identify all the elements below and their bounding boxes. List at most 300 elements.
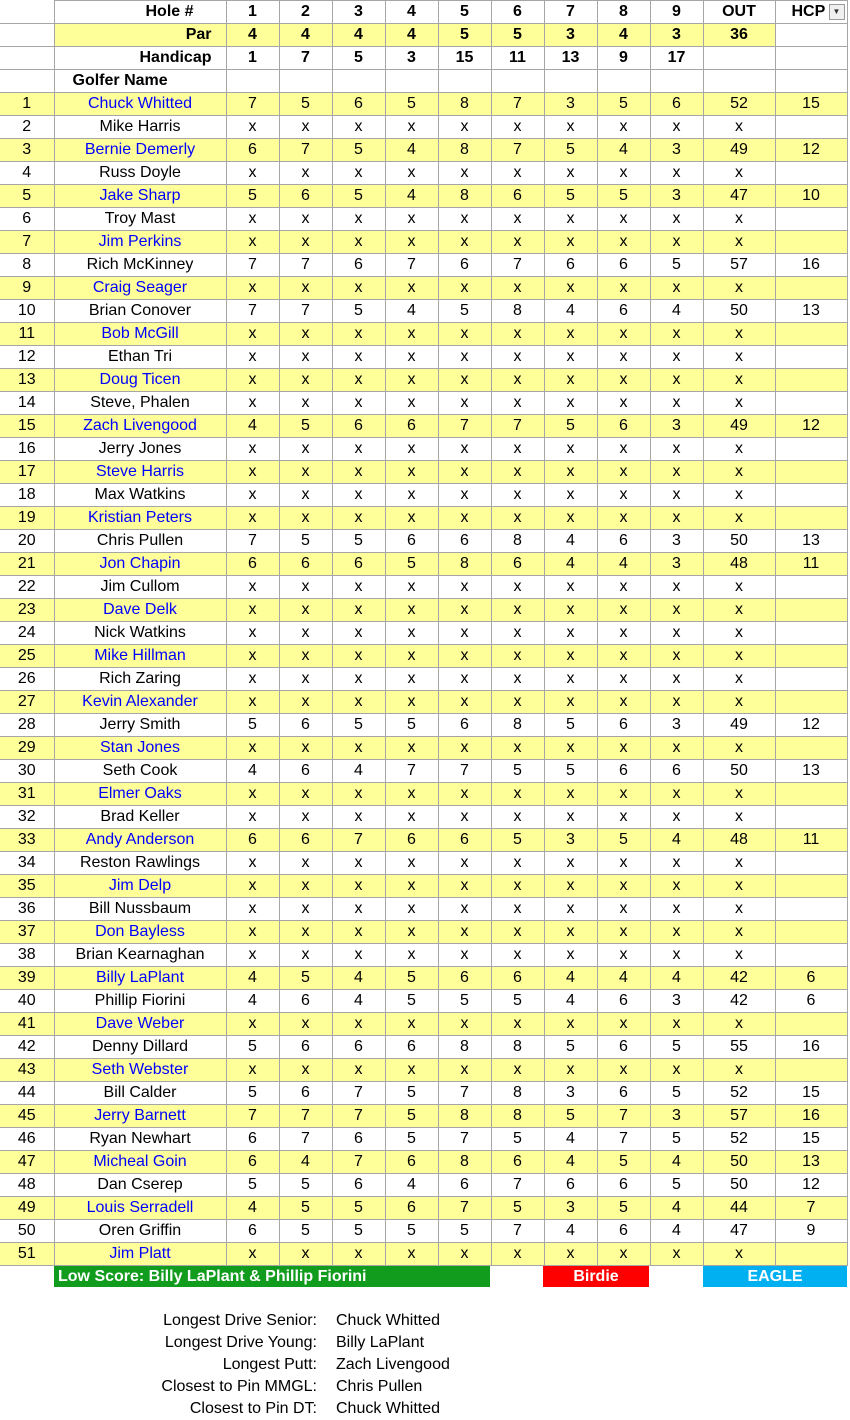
- hole-score[interactable]: x: [385, 507, 438, 530]
- hole-score[interactable]: 6: [597, 415, 650, 438]
- out-total[interactable]: 44: [703, 1197, 775, 1220]
- hole-score[interactable]: 5: [597, 185, 650, 208]
- hole-score[interactable]: 4: [385, 139, 438, 162]
- row-number[interactable]: 7: [0, 231, 54, 254]
- hole-score[interactable]: 6: [332, 415, 385, 438]
- hole-score[interactable]: x: [332, 668, 385, 691]
- hole-score[interactable]: x: [279, 576, 332, 599]
- hole-score[interactable]: 6: [438, 967, 491, 990]
- hole-score[interactable]: x: [226, 1013, 279, 1036]
- golfer-name[interactable]: Troy Mast: [54, 208, 226, 231]
- hole-score[interactable]: x: [544, 1013, 597, 1036]
- hole-score[interactable]: x: [597, 668, 650, 691]
- hole-score[interactable]: x: [385, 668, 438, 691]
- hole-score[interactable]: 6: [332, 93, 385, 116]
- hole-score[interactable]: x: [650, 622, 703, 645]
- hole-score[interactable]: x: [597, 1013, 650, 1036]
- hole-score[interactable]: x: [226, 737, 279, 760]
- hole-score[interactable]: x: [597, 852, 650, 875]
- golfer-name[interactable]: Brian Kearnaghan: [54, 944, 226, 967]
- out-total[interactable]: x: [703, 346, 775, 369]
- hole-score[interactable]: x: [226, 852, 279, 875]
- out-total[interactable]: x: [703, 277, 775, 300]
- out-total[interactable]: 47: [703, 185, 775, 208]
- golfer-name[interactable]: Bernie Demerly: [54, 139, 226, 162]
- hole-score[interactable]: x: [332, 599, 385, 622]
- hole-score[interactable]: x: [544, 438, 597, 461]
- golfer-name[interactable]: Steve, Phalen: [54, 392, 226, 415]
- row-number[interactable]: 20: [0, 530, 54, 553]
- hole-score[interactable]: x: [226, 162, 279, 185]
- hole-score[interactable]: x: [597, 231, 650, 254]
- player-handicap[interactable]: [775, 162, 847, 185]
- out-total[interactable]: x: [703, 392, 775, 415]
- golfer-name[interactable]: Russ Doyle: [54, 162, 226, 185]
- out-total[interactable]: 42: [703, 967, 775, 990]
- hole-score[interactable]: 7: [438, 1128, 491, 1151]
- hole-score[interactable]: x: [332, 1059, 385, 1082]
- hole-score[interactable]: x: [279, 898, 332, 921]
- out-total[interactable]: 50: [703, 760, 775, 783]
- hole-score[interactable]: x: [332, 645, 385, 668]
- row-number[interactable]: 1: [0, 93, 54, 116]
- hole-score[interactable]: 4: [544, 1151, 597, 1174]
- hole-score[interactable]: x: [332, 875, 385, 898]
- hole-score[interactable]: 3: [650, 185, 703, 208]
- hole-score[interactable]: x: [438, 392, 491, 415]
- player-handicap[interactable]: [775, 1013, 847, 1036]
- player-handicap[interactable]: 6: [775, 967, 847, 990]
- out-total[interactable]: x: [703, 944, 775, 967]
- player-handicap[interactable]: 12: [775, 415, 847, 438]
- hole-score[interactable]: x: [597, 645, 650, 668]
- hole-score[interactable]: 6: [597, 1036, 650, 1059]
- out-total[interactable]: 55: [703, 1036, 775, 1059]
- hole-score[interactable]: x: [491, 484, 544, 507]
- hole-score[interactable]: 8: [438, 185, 491, 208]
- hole-score[interactable]: x: [438, 921, 491, 944]
- hole-score[interactable]: 6: [650, 93, 703, 116]
- hole-score[interactable]: x: [491, 737, 544, 760]
- hole-score[interactable]: 8: [438, 139, 491, 162]
- hole-score[interactable]: x: [491, 944, 544, 967]
- hole-score[interactable]: x: [279, 438, 332, 461]
- hole-score[interactable]: 3: [650, 530, 703, 553]
- hole-score[interactable]: 8: [491, 1105, 544, 1128]
- hole-score[interactable]: x: [544, 944, 597, 967]
- hole-score[interactable]: x: [385, 231, 438, 254]
- hole-score[interactable]: 5: [279, 1220, 332, 1243]
- hole-score[interactable]: 6: [438, 254, 491, 277]
- hole-score[interactable]: x: [226, 645, 279, 668]
- out-total[interactable]: x: [703, 737, 775, 760]
- out-total[interactable]: x: [703, 898, 775, 921]
- hole-score[interactable]: x: [597, 507, 650, 530]
- hole-score[interactable]: x: [491, 806, 544, 829]
- hole-score[interactable]: 4: [385, 185, 438, 208]
- out-total[interactable]: 42: [703, 990, 775, 1013]
- hole-score[interactable]: 5: [385, 1128, 438, 1151]
- hole-score[interactable]: x: [544, 898, 597, 921]
- hole-score[interactable]: 5: [332, 1197, 385, 1220]
- row-number[interactable]: 33: [0, 829, 54, 852]
- golfer-name[interactable]: Stan Jones: [54, 737, 226, 760]
- hole-score[interactable]: x: [650, 1243, 703, 1266]
- hole-score[interactable]: 3: [544, 829, 597, 852]
- hole-score[interactable]: x: [385, 737, 438, 760]
- hole-score[interactable]: x: [385, 369, 438, 392]
- hole-score[interactable]: 4: [650, 1197, 703, 1220]
- hole-score[interactable]: 4: [544, 300, 597, 323]
- out-total[interactable]: 57: [703, 254, 775, 277]
- hole-score[interactable]: x: [438, 783, 491, 806]
- golfer-name[interactable]: Jim Cullom: [54, 576, 226, 599]
- row-number[interactable]: 28: [0, 714, 54, 737]
- hole-score[interactable]: 5: [491, 990, 544, 1013]
- hole-score[interactable]: 4: [332, 760, 385, 783]
- hole-score[interactable]: 8: [491, 714, 544, 737]
- hole-score[interactable]: 8: [491, 1036, 544, 1059]
- hole-score[interactable]: x: [650, 277, 703, 300]
- row-number[interactable]: 46: [0, 1128, 54, 1151]
- row-number[interactable]: 15: [0, 415, 54, 438]
- hole-score[interactable]: 7: [226, 93, 279, 116]
- hole-score[interactable]: 6: [226, 1151, 279, 1174]
- hole-score[interactable]: x: [279, 622, 332, 645]
- out-total[interactable]: x: [703, 806, 775, 829]
- hole-score[interactable]: x: [544, 806, 597, 829]
- hole-score[interactable]: 6: [650, 760, 703, 783]
- out-total[interactable]: x: [703, 1013, 775, 1036]
- hole-score[interactable]: x: [438, 691, 491, 714]
- golfer-name[interactable]: Reston Rawlings: [54, 852, 226, 875]
- hole-score[interactable]: x: [597, 737, 650, 760]
- hole-score[interactable]: x: [279, 691, 332, 714]
- hole-score[interactable]: x: [491, 461, 544, 484]
- hole-score[interactable]: x: [491, 277, 544, 300]
- hole-score[interactable]: x: [226, 875, 279, 898]
- golfer-name[interactable]: Kevin Alexander: [54, 691, 226, 714]
- hole-score[interactable]: x: [491, 645, 544, 668]
- hole-score[interactable]: x: [544, 231, 597, 254]
- hole-score[interactable]: x: [332, 461, 385, 484]
- hole-score[interactable]: 7: [491, 1174, 544, 1197]
- hole-score[interactable]: 7: [491, 93, 544, 116]
- player-handicap[interactable]: [775, 806, 847, 829]
- player-handicap[interactable]: [775, 277, 847, 300]
- out-total[interactable]: x: [703, 461, 775, 484]
- hole-score[interactable]: x: [597, 346, 650, 369]
- hole-score[interactable]: 5: [279, 1197, 332, 1220]
- out-total[interactable]: x: [703, 599, 775, 622]
- hole-score[interactable]: 6: [491, 967, 544, 990]
- hole-score[interactable]: x: [385, 1243, 438, 1266]
- row-number[interactable]: 23: [0, 599, 54, 622]
- hole-score[interactable]: x: [279, 1243, 332, 1266]
- hole-score[interactable]: 6: [597, 1220, 650, 1243]
- hole-score[interactable]: x: [544, 852, 597, 875]
- golfer-name[interactable]: Rich Zaring: [54, 668, 226, 691]
- hole-score[interactable]: 5: [226, 1036, 279, 1059]
- out-total[interactable]: x: [703, 323, 775, 346]
- hole-score[interactable]: 6: [226, 829, 279, 852]
- player-handicap[interactable]: [775, 691, 847, 714]
- hole-score[interactable]: 6: [226, 1128, 279, 1151]
- row-number[interactable]: 9: [0, 277, 54, 300]
- player-handicap[interactable]: 12: [775, 714, 847, 737]
- hole-score[interactable]: x: [385, 162, 438, 185]
- hole-score[interactable]: 6: [385, 415, 438, 438]
- hole-score[interactable]: 6: [385, 829, 438, 852]
- player-handicap[interactable]: [775, 599, 847, 622]
- hole-score[interactable]: 3: [650, 553, 703, 576]
- hole-score[interactable]: 7: [597, 1128, 650, 1151]
- golfer-name[interactable]: Dave Weber: [54, 1013, 226, 1036]
- hole-score[interactable]: 4: [226, 967, 279, 990]
- row-number[interactable]: 38: [0, 944, 54, 967]
- hole-score[interactable]: x: [597, 898, 650, 921]
- hole-score[interactable]: x: [650, 208, 703, 231]
- hole-score[interactable]: 5: [332, 139, 385, 162]
- hole-score[interactable]: x: [650, 369, 703, 392]
- hole-score[interactable]: x: [385, 277, 438, 300]
- hole-score[interactable]: x: [279, 875, 332, 898]
- hole-score[interactable]: x: [226, 507, 279, 530]
- golfer-name[interactable]: Bill Nussbaum: [54, 898, 226, 921]
- hole-score[interactable]: x: [385, 622, 438, 645]
- out-total[interactable]: x: [703, 484, 775, 507]
- hole-score[interactable]: x: [544, 461, 597, 484]
- hole-score[interactable]: x: [491, 875, 544, 898]
- out-total[interactable]: 52: [703, 1082, 775, 1105]
- row-number[interactable]: 39: [0, 967, 54, 990]
- hole-score[interactable]: x: [597, 392, 650, 415]
- hole-score[interactable]: x: [332, 346, 385, 369]
- hole-score[interactable]: 4: [385, 300, 438, 323]
- hole-score[interactable]: x: [332, 576, 385, 599]
- hole-score[interactable]: 5: [385, 1105, 438, 1128]
- hole-score[interactable]: 6: [597, 760, 650, 783]
- hole-score[interactable]: x: [491, 392, 544, 415]
- hole-score[interactable]: 8: [438, 1151, 491, 1174]
- player-handicap[interactable]: [775, 921, 847, 944]
- hole-score[interactable]: x: [332, 208, 385, 231]
- hole-score[interactable]: x: [544, 116, 597, 139]
- hole-score[interactable]: 4: [332, 990, 385, 1013]
- hole-score[interactable]: x: [332, 116, 385, 139]
- hole-score[interactable]: 5: [544, 1036, 597, 1059]
- hole-score[interactable]: 7: [491, 139, 544, 162]
- hole-score[interactable]: 5: [279, 967, 332, 990]
- hole-score[interactable]: x: [279, 507, 332, 530]
- hole-score[interactable]: x: [650, 392, 703, 415]
- hole-score[interactable]: 3: [544, 1197, 597, 1220]
- hole-score[interactable]: 4: [650, 1220, 703, 1243]
- hole-score[interactable]: x: [650, 944, 703, 967]
- hole-score[interactable]: 4: [332, 967, 385, 990]
- hole-score[interactable]: 6: [597, 1082, 650, 1105]
- hole-score[interactable]: 5: [438, 990, 491, 1013]
- player-handicap[interactable]: 13: [775, 300, 847, 323]
- hole-score[interactable]: 7: [279, 139, 332, 162]
- hole-score[interactable]: x: [597, 323, 650, 346]
- hole-score[interactable]: x: [491, 668, 544, 691]
- hole-score[interactable]: x: [544, 507, 597, 530]
- out-total[interactable]: 49: [703, 415, 775, 438]
- hole-score[interactable]: x: [385, 438, 438, 461]
- hole-score[interactable]: x: [438, 645, 491, 668]
- hole-score[interactable]: x: [650, 921, 703, 944]
- player-handicap[interactable]: [775, 116, 847, 139]
- hole-score[interactable]: 5: [650, 254, 703, 277]
- golfer-name[interactable]: Jerry Smith: [54, 714, 226, 737]
- hole-score[interactable]: 5: [544, 1105, 597, 1128]
- out-total[interactable]: x: [703, 783, 775, 806]
- hole-score[interactable]: x: [650, 1013, 703, 1036]
- hole-score[interactable]: x: [491, 346, 544, 369]
- hole-score[interactable]: x: [491, 323, 544, 346]
- hole-score[interactable]: x: [226, 1243, 279, 1266]
- row-number[interactable]: 50: [0, 1220, 54, 1243]
- hole-score[interactable]: 6: [438, 530, 491, 553]
- hole-score[interactable]: x: [226, 208, 279, 231]
- hole-score[interactable]: 5: [279, 93, 332, 116]
- player-handicap[interactable]: [775, 852, 847, 875]
- hole-score[interactable]: x: [650, 806, 703, 829]
- hole-score[interactable]: x: [544, 208, 597, 231]
- hole-score[interactable]: 5: [385, 1082, 438, 1105]
- hole-score[interactable]: 5: [385, 93, 438, 116]
- row-number[interactable]: 21: [0, 553, 54, 576]
- golfer-name[interactable]: Doug Ticen: [54, 369, 226, 392]
- hole-score[interactable]: x: [491, 369, 544, 392]
- hole-score[interactable]: x: [226, 599, 279, 622]
- row-number[interactable]: 4: [0, 162, 54, 185]
- hole-score[interactable]: x: [544, 576, 597, 599]
- hole-score[interactable]: x: [332, 1243, 385, 1266]
- hole-score[interactable]: x: [438, 438, 491, 461]
- hole-score[interactable]: x: [385, 898, 438, 921]
- player-handicap[interactable]: [775, 369, 847, 392]
- hole-score[interactable]: x: [226, 691, 279, 714]
- golfer-name[interactable]: Andy Anderson: [54, 829, 226, 852]
- hole-score[interactable]: x: [650, 1059, 703, 1082]
- hole-score[interactable]: 7: [438, 1082, 491, 1105]
- hole-score[interactable]: x: [279, 806, 332, 829]
- hole-score[interactable]: 6: [279, 1082, 332, 1105]
- golfer-name[interactable]: Zach Livengood: [54, 415, 226, 438]
- hole-score[interactable]: x: [279, 645, 332, 668]
- player-handicap[interactable]: [775, 944, 847, 967]
- hole-score[interactable]: x: [385, 1013, 438, 1036]
- hole-score[interactable]: x: [544, 622, 597, 645]
- hole-score[interactable]: 8: [491, 530, 544, 553]
- hole-score[interactable]: x: [279, 116, 332, 139]
- hole-score[interactable]: 5: [597, 1151, 650, 1174]
- hole-score[interactable]: x: [544, 484, 597, 507]
- hole-score[interactable]: x: [491, 1013, 544, 1036]
- hole-score[interactable]: 7: [332, 1105, 385, 1128]
- player-handicap[interactable]: 13: [775, 760, 847, 783]
- player-handicap[interactable]: [775, 783, 847, 806]
- hole-score[interactable]: x: [650, 599, 703, 622]
- hole-score[interactable]: x: [332, 438, 385, 461]
- hole-score[interactable]: x: [491, 208, 544, 231]
- hole-score[interactable]: x: [597, 438, 650, 461]
- hole-score[interactable]: x: [544, 323, 597, 346]
- hole-score[interactable]: 6: [491, 185, 544, 208]
- player-handicap[interactable]: [775, 438, 847, 461]
- hole-score[interactable]: 7: [491, 254, 544, 277]
- row-number[interactable]: 45: [0, 1105, 54, 1128]
- hole-score[interactable]: 4: [279, 1151, 332, 1174]
- hole-score[interactable]: x: [438, 1243, 491, 1266]
- row-number[interactable]: 31: [0, 783, 54, 806]
- hole-score[interactable]: x: [332, 806, 385, 829]
- hole-score[interactable]: x: [650, 576, 703, 599]
- golfer-name[interactable]: Bill Calder: [54, 1082, 226, 1105]
- hole-score[interactable]: 5: [385, 553, 438, 576]
- hole-score[interactable]: x: [226, 806, 279, 829]
- hole-score[interactable]: 6: [491, 1151, 544, 1174]
- hole-score[interactable]: 7: [438, 415, 491, 438]
- hole-score[interactable]: 4: [385, 1174, 438, 1197]
- hole-score[interactable]: 5: [491, 829, 544, 852]
- player-handicap[interactable]: [775, 231, 847, 254]
- hole-score[interactable]: x: [438, 323, 491, 346]
- hole-score[interactable]: x: [650, 852, 703, 875]
- hole-score[interactable]: 4: [544, 1128, 597, 1151]
- row-number[interactable]: 41: [0, 1013, 54, 1036]
- player-handicap[interactable]: [775, 645, 847, 668]
- player-handicap[interactable]: 16: [775, 254, 847, 277]
- out-total[interactable]: x: [703, 852, 775, 875]
- out-total[interactable]: x: [703, 622, 775, 645]
- row-number[interactable]: 6: [0, 208, 54, 231]
- hole-score[interactable]: 8: [491, 300, 544, 323]
- hole-score[interactable]: x: [597, 208, 650, 231]
- hole-score[interactable]: x: [279, 737, 332, 760]
- out-total[interactable]: x: [703, 162, 775, 185]
- hole-score[interactable]: x: [438, 162, 491, 185]
- hole-score[interactable]: 3: [650, 1105, 703, 1128]
- hole-score[interactable]: 4: [544, 1220, 597, 1243]
- hole-score[interactable]: x: [491, 438, 544, 461]
- row-number[interactable]: 16: [0, 438, 54, 461]
- player-handicap[interactable]: [775, 668, 847, 691]
- hole-score[interactable]: 6: [385, 530, 438, 553]
- hole-score[interactable]: 5: [332, 1220, 385, 1243]
- player-handicap[interactable]: [775, 1059, 847, 1082]
- hole-score[interactable]: x: [226, 116, 279, 139]
- hole-score[interactable]: 5: [650, 1082, 703, 1105]
- player-handicap[interactable]: [775, 323, 847, 346]
- hole-score[interactable]: x: [544, 645, 597, 668]
- hole-score[interactable]: x: [332, 323, 385, 346]
- row-number[interactable]: 2: [0, 116, 54, 139]
- hole-score[interactable]: x: [650, 116, 703, 139]
- row-number[interactable]: 11: [0, 323, 54, 346]
- golfer-name[interactable]: Micheal Goin: [54, 1151, 226, 1174]
- hole-score[interactable]: 3: [544, 1082, 597, 1105]
- out-total[interactable]: 57: [703, 1105, 775, 1128]
- out-total[interactable]: 50: [703, 530, 775, 553]
- golfer-name[interactable]: Jim Platt: [54, 1243, 226, 1266]
- hole-score[interactable]: 5: [597, 93, 650, 116]
- hole-score[interactable]: 4: [650, 829, 703, 852]
- player-handicap[interactable]: [775, 461, 847, 484]
- hole-score[interactable]: x: [597, 162, 650, 185]
